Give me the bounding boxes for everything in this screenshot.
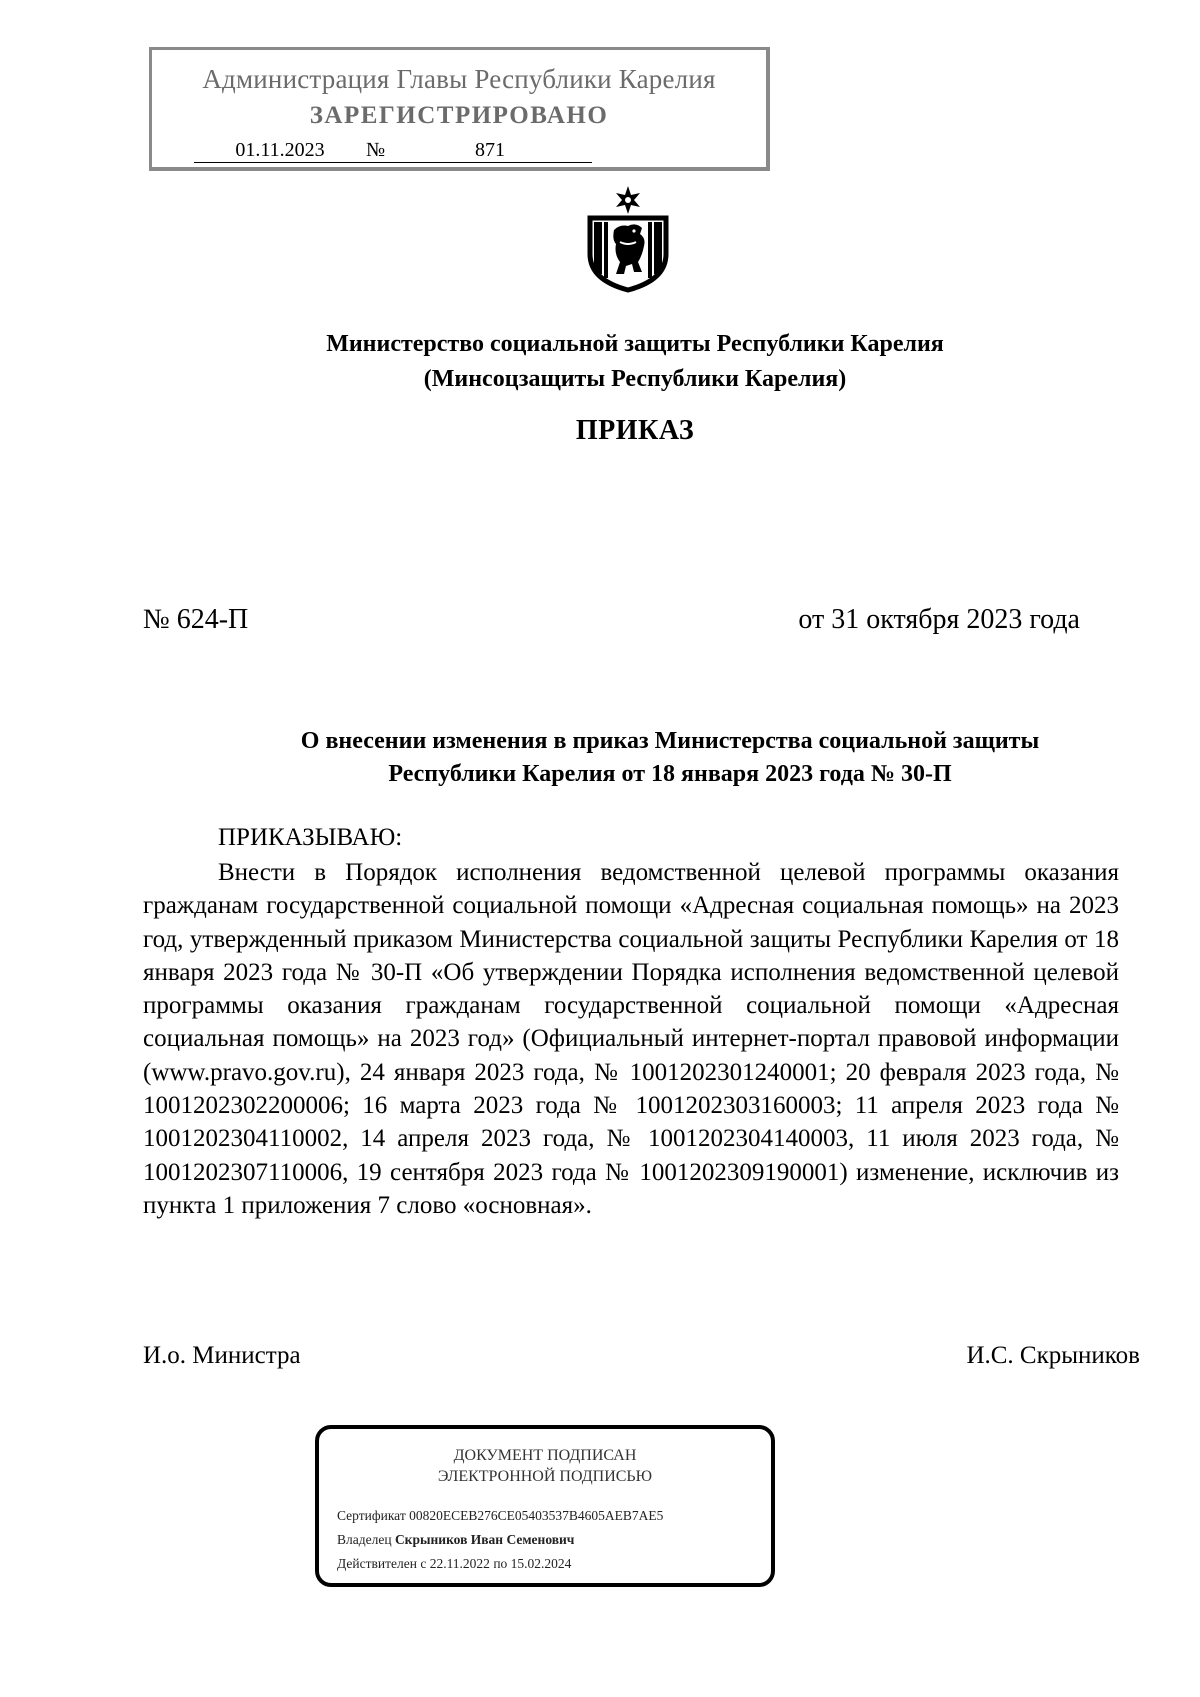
- order-subject: [0, 725, 1200, 791]
- stamp-date: 01.11.2023: [194, 139, 366, 163]
- esig-title: [319, 1445, 771, 1487]
- esig-title-line-1: ДОКУМЕНТ ПОДПИСАН: [453, 1447, 637, 1464]
- order-number: № 624-П: [143, 604, 249, 635]
- signer-position: И.о. Министра: [143, 1342, 301, 1369]
- esig-valid-label: Действителен: [337, 1556, 417, 1571]
- order-date: от 31 октября 2023 года: [798, 604, 1080, 635]
- stamp-number: [392, 139, 592, 163]
- esig-owner-value: Скрыников Иван Семенович: [394, 1532, 575, 1547]
- ministry-name: Министерство социальной защиты Республики Карелия: [326, 331, 944, 357]
- stamp-number-value: 871: [475, 139, 505, 161]
- esig-validity-row: [337, 1556, 571, 1572]
- esig-valid-to-label: по: [493, 1556, 508, 1571]
- ministry-header: [0, 327, 1200, 397]
- esig-certificate-value: 00820ECEB276CE05403537B4605AEB7AE5: [409, 1508, 664, 1523]
- karelia-coat-of-arms-icon: [580, 184, 676, 294]
- esig-certificate-label: Сертификат: [337, 1508, 406, 1523]
- registration-stamp: [149, 47, 770, 171]
- stamp-status: ЗАРЕГИСТРИРОВАНО: [309, 102, 609, 129]
- order-directive: ПРИКАЗЫВАЮ:: [218, 824, 403, 851]
- subject-line-2: Республики Карелия от 18 января 2023 года № 30-П: [388, 761, 952, 787]
- subject-line-1: О внесении изменения в приказ Министерства социальной защиты: [300, 728, 1040, 754]
- esig-valid-from-label: с: [420, 1556, 427, 1571]
- esig-title-line-2: ЭЛЕКТРОННОЙ ПОДПИСЬЮ: [437, 1468, 653, 1485]
- esig-certificate-row: [337, 1508, 663, 1524]
- stamp-number-label: №: [366, 139, 392, 163]
- stamp-authority: Администрация Главы Республики Карелия: [202, 64, 716, 94]
- electronic-signature-stamp: [315, 1425, 775, 1587]
- esig-valid-to: 15.02.2024: [510, 1556, 572, 1571]
- document-type-title: ПРИКАЗ: [575, 415, 695, 446]
- ministry-short-name: (Минсоцзащиты Республики Карелия): [423, 366, 847, 392]
- esig-owner-row: [337, 1532, 574, 1548]
- esig-valid-from: 22.11.2022: [429, 1556, 490, 1571]
- signer-name: И.С. Скрыников: [966, 1342, 1140, 1369]
- order-body-paragraph: Внести в Порядок исполнения ведомственной целевой программы оказания гражданам государственной социальной помощи «Адресная социальная помощь» на 2023 год, утвержденный приказом Министерства социальной защиты Республики Карелия от 18 января 2023 года № 30-П «Об утверждении Порядка исполнения ведомственной целевой программы оказания гражданам государственной социальной помощи «Адресная социальная помощь» на 2023 год» (Официальный интернет-портал правовой информации (www.pravo.gov.ru), 24 января 2023 года, № 1001202301240001; 20 февраля 2023 года, № 1001202302200006; 16 марта 2023 года № 1001202303160003; 11 апреля 2023 года № 1001202304110002, 14 апреля 2023 года, № 1001202304140003, 11 июля 2023 года, № 1001202307110006, 19 сентября 2023 года № 1001202309190001) изменение, исключив из пункта 1 приложения 7 слово «основная».: [143, 859, 1119, 1219]
- stamp-registration-line: [194, 139, 592, 163]
- esig-owner-label: Владелец: [337, 1532, 392, 1547]
